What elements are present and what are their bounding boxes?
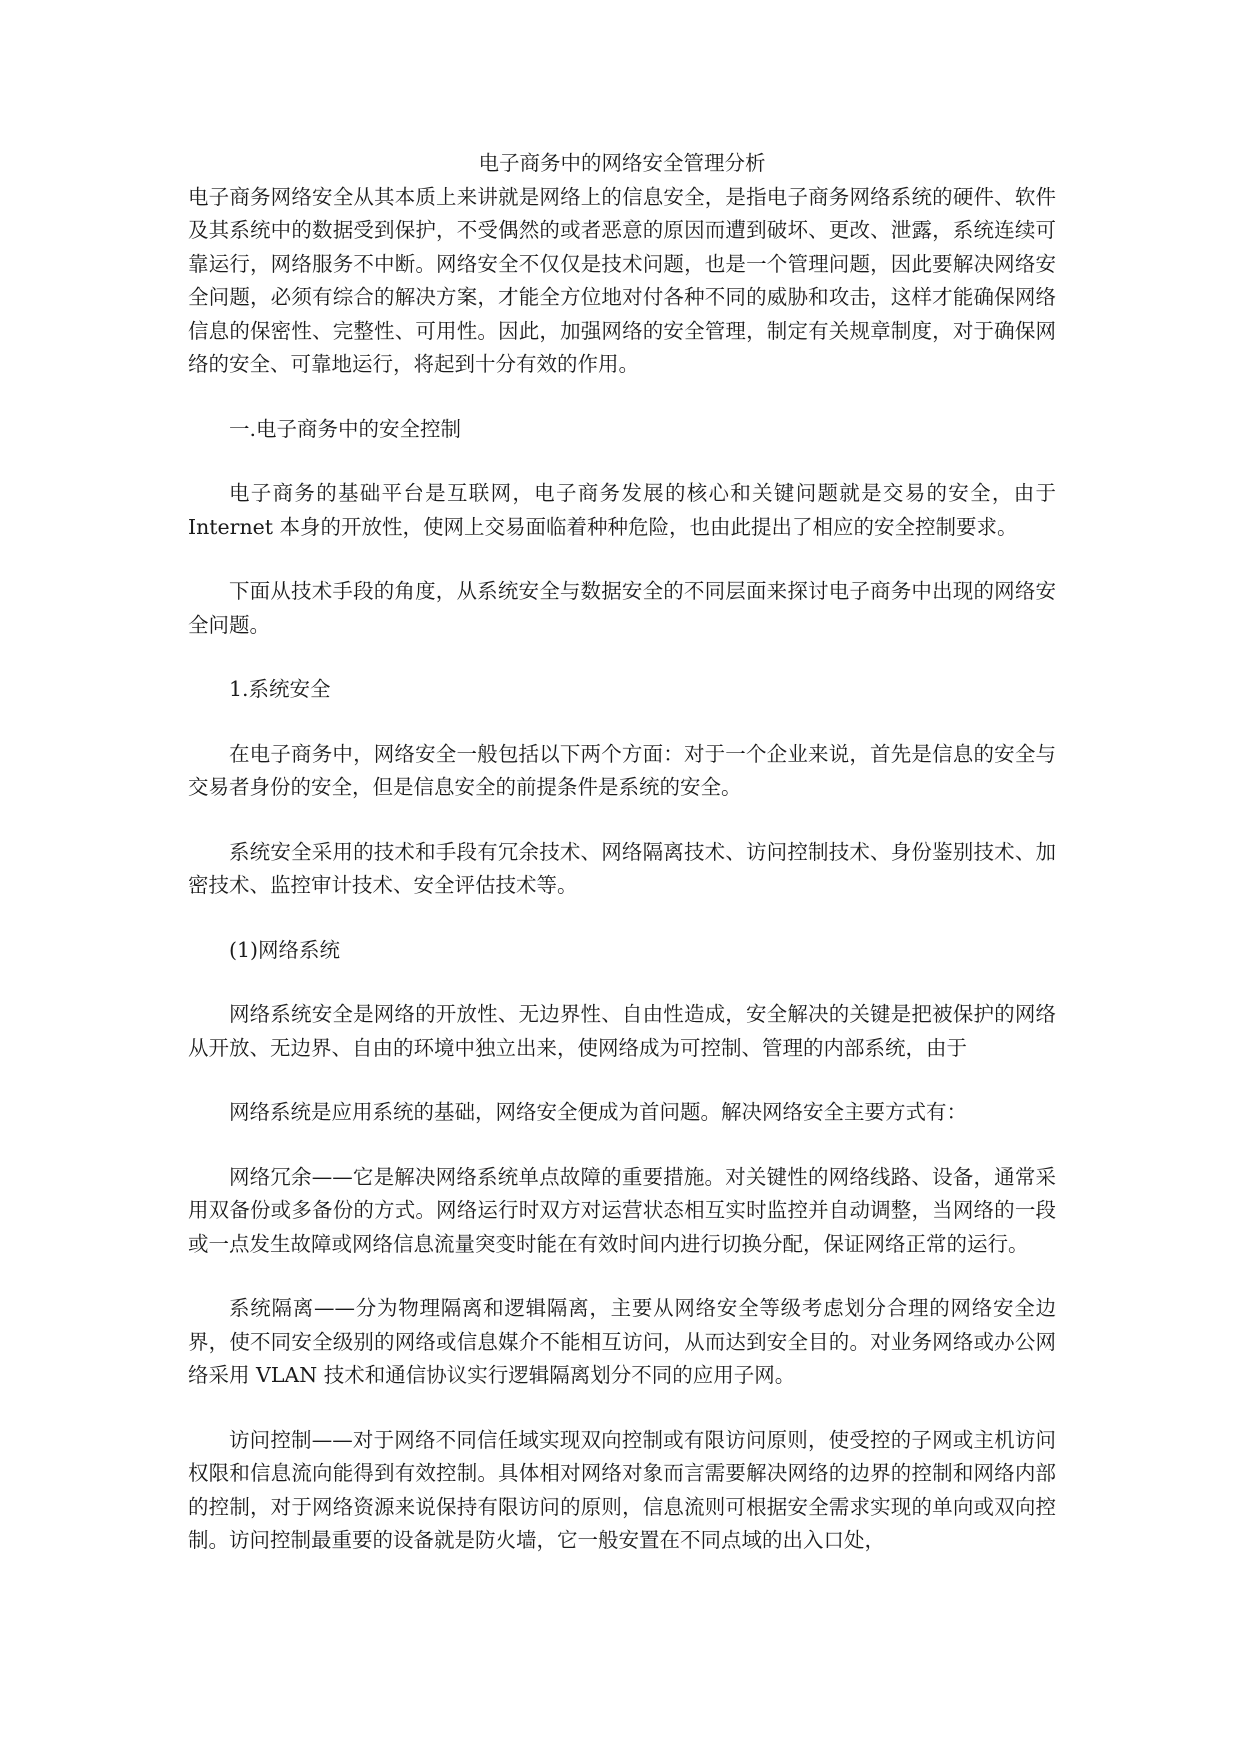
intro-paragraph: 电子商务网络安全从其本质上来讲就是网络上的信息安全，是指电子商务网络系统的硬件、软件及其系统中的数据受到保护，不受偶然的或者恶意的原因而遭到破坏、更改、泄露，系统连续可靠运行，网络服务不中断。网络安全不仅仅是技术问题，也是一个管理问题，因此要解决网络安全问题，必须有综合的解决方案，才能全方位地对付各种不同的威胁和攻击，这样才能确保网络信息的保密性、完整性、可用性。因此，加强网络的安全管理，制定有关规章制度，对于确保网络的安全、可靠地运行，将起到十分有效的作用。	[188, 184, 1056, 376]
paragraph-network-redundancy: 网络冗余——它是解决网络系统单点故障的重要措施。对关键性的网络线路、设备，通常采用双备份或多备份的方式。网络运行时双方对运营状态相互实时监控并自动调整，当网络的一段或一点发生故障或网络信息流量突变时能在有效时间内进行切换分配，保证网络正常的运行。	[188, 1164, 1056, 1256]
document-body	[188, 147, 1056, 1558]
paragraph-two-aspects: 在电子商务中，网络安全一般包括以下两个方面：对于一个企业来说，首先是信息的安全与交易者身份的安全，但是信息安全的前提条件是系统的安全。	[188, 741, 1056, 799]
paragraph-network-system-security: 网络系统安全是网络的开放性、无边界性、自由性造成，安全解决的关键是把被保护的网络从开放、无边界、自由的环境中独立出来，使网络成为可控制、管理的内部系统，由于	[188, 1002, 1056, 1060]
paragraph-technical-perspective: 下面从技术手段的角度，从系统安全与数据安全的不同层面来探讨电子商务中出现的网络安全问题。	[188, 579, 1056, 637]
subsubsection-heading-network-system: (1)网络系统	[229, 937, 341, 962]
paragraph-internet-platform: 电子商务的基础平台是互联网，电子商务发展的核心和关键问题就是交易的安全，由于Internet 本身的开放性，使网上交易面临着种种危险，也由此提出了相应的安全控制要求。	[188, 481, 1056, 539]
paragraph-network-foundation: 网络系统是应用系统的基础，网络安全便成为首问题。解决网络安全主要方式有：	[229, 1100, 967, 1124]
section-heading-security-control: 一.电子商务中的安全控制	[229, 416, 462, 441]
paragraph-system-security-techniques: 系统安全采用的技术和手段有冗余技术、网络隔离技术、访问控制技术、身份鉴别技术、加密技术、监控审计技术、安全评估技术等。	[188, 839, 1056, 897]
subsection-heading-system-security: 1.系统安全	[229, 677, 331, 701]
paragraph-system-isolation: 系统隔离——分为物理隔离和逻辑隔离，主要从网络安全等级考虑划分合理的网络安全边界，使不同安全级别的网络或信息媒介不能相互访问，从而达到安全目的。对业务网络或办公网络采用 VLAN 技术和通信协议实行逻辑隔离划分不同的应用子网。	[188, 1296, 1056, 1387]
paragraph-access-control: 访问控制——对于网络不同信任域实现双向控制或有限访问原则，使受控的子网或主机访问权限和信息流向能得到有效控制。具体相对网络对象而言需要解决网络的边界的控制和网络内部的控制，对于网络资源来说保持有限访问的原则，信息流则可根据安全需求实现的单向或双向控制。访问控制最重要的设备就是防火墙，它一般安置在不同点域的出入口处，	[188, 1427, 1056, 1552]
document-title: 电子商务中的网络安全管理分析	[478, 151, 766, 175]
